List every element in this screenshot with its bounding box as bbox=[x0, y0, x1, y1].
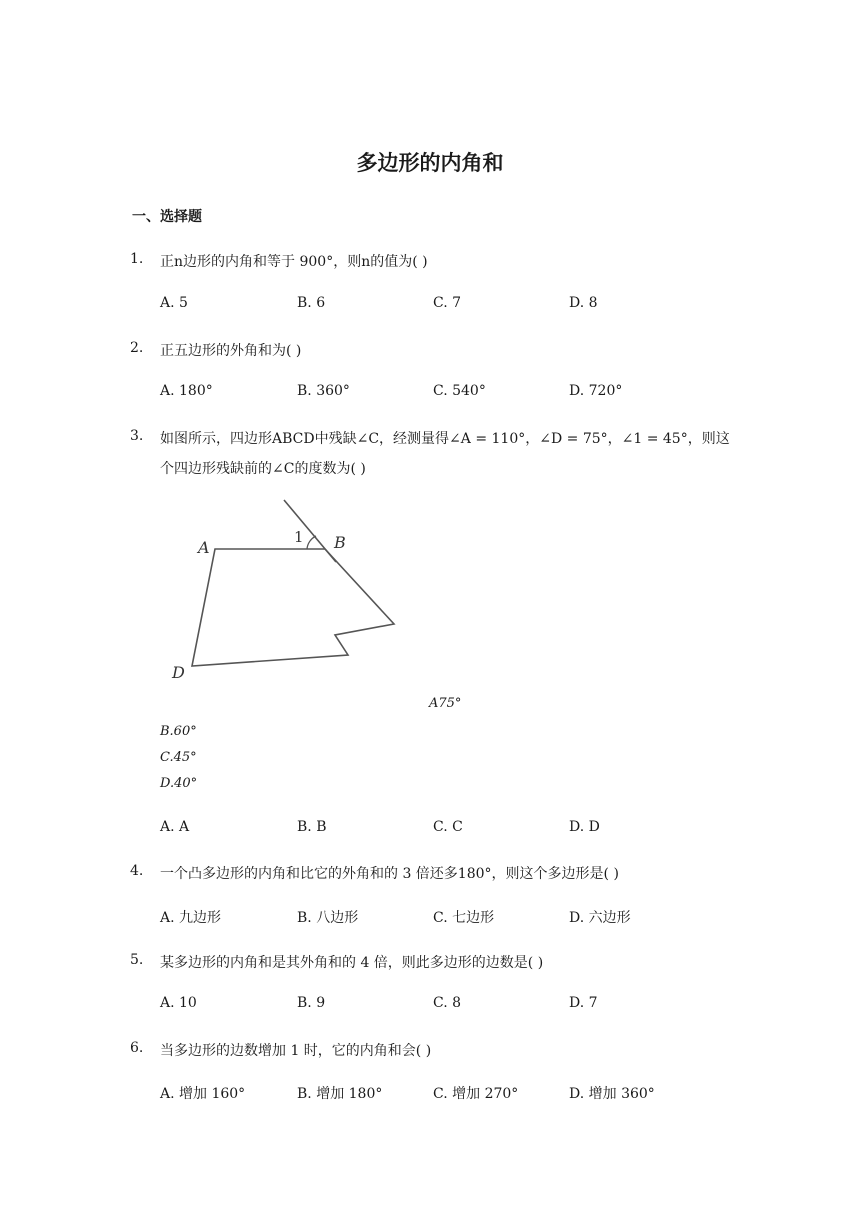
question-5-option-d: D. 7 bbox=[569, 995, 598, 1011]
question-2-text: 正五边形的外角和为( ) bbox=[160, 343, 302, 359]
question-2-option-c: C. 540° bbox=[433, 383, 486, 399]
question-3-inline-option-d: D.40° bbox=[160, 776, 198, 791]
question-6-option-c: C. 增加 270° bbox=[433, 1086, 519, 1102]
question-6-number: 6. bbox=[130, 1040, 144, 1056]
question-6-option-b: B. 增加 180° bbox=[297, 1086, 383, 1102]
question-3-inline-option-a: A75° bbox=[429, 696, 462, 711]
question-4-number: 4. bbox=[130, 863, 144, 879]
question-5-option-b: B. 9 bbox=[297, 995, 326, 1011]
question-3-text-line-1: 如图所示，四边形ABCD中残缺∠C，经测量得∠A = 110°，∠D = 75°，∠1 = 45°，则这 bbox=[160, 431, 730, 447]
question-3-inline-option-b: B.60° bbox=[160, 724, 197, 739]
question-3-option-c: C. C bbox=[433, 819, 463, 835]
question-3-inline-option-c: C.45° bbox=[160, 750, 197, 765]
question-5-number: 5. bbox=[130, 952, 144, 968]
page-title: 多边形的内角和 bbox=[356, 151, 504, 175]
question-2-option-d: D. 720° bbox=[569, 383, 623, 399]
question-4-option-d: D. 六边形 bbox=[569, 910, 631, 926]
question-6-text: 当多边形的边数增加 1 时，它的内角和会( ) bbox=[160, 1043, 432, 1059]
extension-line bbox=[284, 500, 336, 562]
question-1-option-d: D. 8 bbox=[569, 295, 598, 311]
section-heading: 一、选择题 bbox=[132, 209, 202, 225]
question-2-option-a: A. 180° bbox=[160, 383, 213, 399]
question-1-option-a: A. 5 bbox=[160, 295, 188, 311]
question-4-text: 一个凸多边形的内角和比它的外角和的 3 倍还多180°，则这个多边形是( ) bbox=[160, 866, 619, 882]
vertex-label-b: B bbox=[334, 533, 346, 552]
question-5-option-a: A. 10 bbox=[160, 995, 197, 1011]
question-1-option-b: B. 6 bbox=[297, 295, 326, 311]
question-4-option-a: A. 九边形 bbox=[160, 910, 222, 926]
question-3-option-d: D. D bbox=[569, 819, 600, 835]
vertex-label-a: A bbox=[198, 538, 210, 557]
quadrilateral-figure bbox=[160, 496, 410, 686]
question-4-option-b: B. 八边形 bbox=[297, 910, 359, 926]
question-1-option-c: C. 7 bbox=[433, 295, 462, 311]
question-6-option-a: A. 增加 160° bbox=[160, 1086, 246, 1102]
question-5-text: 某多边形的内角和是其外角和的 4 倍，则此多边形的边数是( ) bbox=[160, 955, 544, 971]
question-1-number: 1. bbox=[130, 251, 144, 267]
question-6-option-d: D. 增加 360° bbox=[569, 1086, 655, 1102]
vertex-label-d: D bbox=[172, 663, 185, 682]
question-3-number: 3. bbox=[130, 428, 144, 444]
quadrilateral-outline bbox=[192, 549, 394, 666]
question-3-option-b: B. B bbox=[297, 819, 327, 835]
question-3-text-line-2: 个四边形残缺前的∠C的度数为( ) bbox=[160, 461, 366, 477]
question-4-option-c: C. 七边形 bbox=[433, 910, 495, 926]
question-5-option-c: C. 8 bbox=[433, 995, 462, 1011]
question-2-number: 2. bbox=[130, 340, 144, 356]
question-1-text: 正n边形的内角和等于 900°，则n的值为( ) bbox=[160, 254, 428, 270]
angle-label-1: 1 bbox=[294, 528, 304, 546]
question-2-option-b: B. 360° bbox=[297, 383, 350, 399]
angle-1-arc bbox=[307, 536, 316, 549]
question-3-option-a: A. A bbox=[160, 819, 190, 835]
